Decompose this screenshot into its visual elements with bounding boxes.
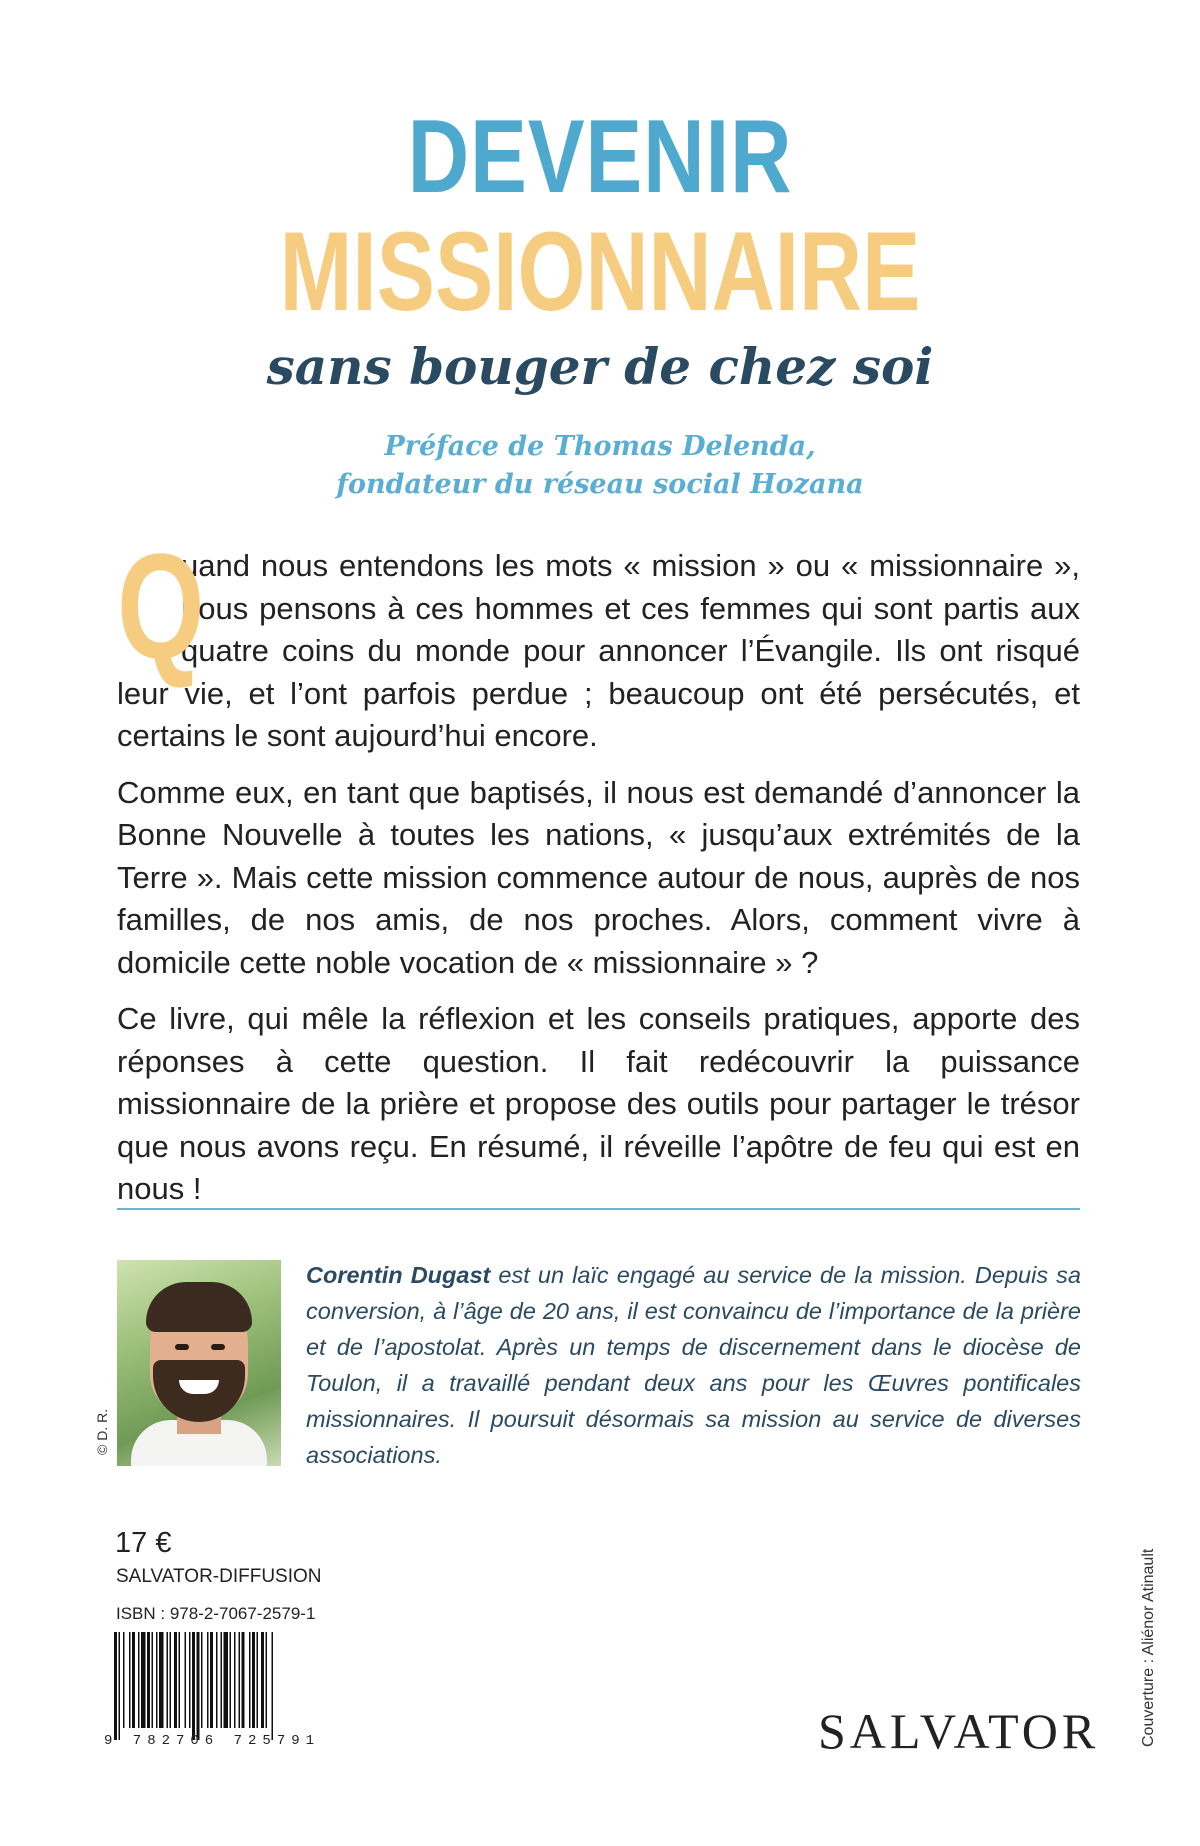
author-name: Corentin Dugast xyxy=(306,1262,491,1288)
book-title xyxy=(0,99,1200,397)
barcode-bar xyxy=(224,1632,229,1728)
blurb-paragraph-3: Ce livre, qui mêle la réflexion et les conseils pratiques, apporte des réponses à cette question. Il fait redécouvrir la puissance missionnaire de la prière et propose des outils pour partager le trésor que nous avons reçu. En résumé, il réveille l’apôtre de feu qui est en nous ! xyxy=(117,1001,1080,1206)
barcode-bar xyxy=(189,1632,191,1728)
preface-line-2: fondateur du réseau social Hozana xyxy=(336,469,864,500)
barcode-bar xyxy=(138,1632,140,1728)
barcode-bar xyxy=(252,1632,255,1728)
barcode-bar xyxy=(174,1632,177,1728)
author-bio-text: est un laïc engagé au service de la mission. Depuis sa conversion, à l’âge de 20 ans, il est convaincu de l’importance de la prière et de l’apostolat. Après un temps de discernement dans le diocèse de Toulon, il a travaillé pendant deux ans pour les Œuvres pontificales missionnaires. Il poursuit désormais sa mission au service de diverses associations. xyxy=(306,1262,1081,1468)
barcode-bar xyxy=(207,1632,209,1728)
barcode-bar xyxy=(170,1632,172,1728)
cover-credit: Couverture : Aliénor Atinault xyxy=(1140,1548,1157,1747)
barcode-bar xyxy=(156,1632,158,1728)
barcode-bar xyxy=(167,1632,169,1728)
barcode-bar xyxy=(197,1632,200,1740)
back-cover-blurb xyxy=(117,522,1080,1225)
barcode-bar xyxy=(266,1632,268,1728)
barcode-bar xyxy=(257,1632,259,1728)
barcode-bar xyxy=(261,1632,264,1728)
price: 17 € xyxy=(115,1527,172,1559)
barcode-bar xyxy=(192,1632,195,1740)
preface-credit xyxy=(0,428,1200,504)
barcode xyxy=(114,1632,326,1742)
barcode-bar xyxy=(185,1632,187,1728)
barcode-bar xyxy=(272,1632,274,1740)
barcode-bar xyxy=(159,1632,164,1728)
barcode-bar xyxy=(152,1632,154,1728)
barcode-bar xyxy=(221,1632,223,1728)
photo-credit: © D. R. xyxy=(94,1408,110,1455)
barcode-bar xyxy=(239,1632,241,1728)
barcode-bar xyxy=(179,1632,181,1728)
barcode-bar xyxy=(132,1632,135,1728)
barcode-bar xyxy=(147,1632,150,1728)
paragraph-1-text: uand nous entendons les mots « mission » ou « missionnaire », nous pensons à ces hommes et ces femmes qui sont partis aux quatre coins du monde pour annoncer l’Évangile. Ils ont risqué leur vie, et l’ont parfois perdue ; beaucoup ont été persécutés, et certains le sont aujourd’hui encore. xyxy=(117,548,1080,753)
barcode-bar xyxy=(234,1632,236,1728)
barcode-bar xyxy=(230,1632,232,1728)
author-photo xyxy=(117,1260,281,1466)
preface-line-1: Préface de Thomas Delenda, xyxy=(384,431,816,462)
blurb-paragraph-1 xyxy=(117,522,1080,758)
author-bio xyxy=(306,1257,1081,1473)
barcode-bar xyxy=(216,1632,218,1728)
drop-cap: Q xyxy=(117,522,205,690)
isbn: ISBN : 978-2-7067-2579-1 xyxy=(116,1604,316,1623)
barcode-bar xyxy=(249,1632,251,1728)
barcode-bar xyxy=(141,1632,146,1728)
barcode-bar xyxy=(210,1632,213,1728)
blurb-paragraph-2: Comme eux, en tant que baptisés, il nous est demandé d’annoncer la Bonne Nouvelle à toutes les nations, « jusqu’aux extrémités de la Terre ». Mais cette mission commence autour de nous, auprès de nos familles, de nos amis, de nos proches. Alors, comment vivre à domicile cette noble vocation de « missionnaire » ? xyxy=(117,774,1080,980)
barcode-bar xyxy=(201,1632,203,1728)
barcode-bar xyxy=(129,1632,131,1728)
barcode-digits: 9 782706 725791 xyxy=(104,1733,321,1749)
barcode-bar xyxy=(114,1632,117,1740)
title-line-1: DEVENIR xyxy=(407,99,793,215)
barcode-bar xyxy=(123,1632,125,1728)
section-divider xyxy=(117,1208,1080,1210)
title-line-2: MISSIONNAIRE xyxy=(279,209,921,334)
subtitle: sans bouger de chez soi xyxy=(266,337,934,396)
barcode-bar xyxy=(242,1632,245,1728)
distributor: SALVATOR-DIFFUSION xyxy=(116,1566,322,1587)
barcode-bar xyxy=(119,1632,121,1740)
publisher-logo: SALVATOR xyxy=(818,1703,1100,1759)
